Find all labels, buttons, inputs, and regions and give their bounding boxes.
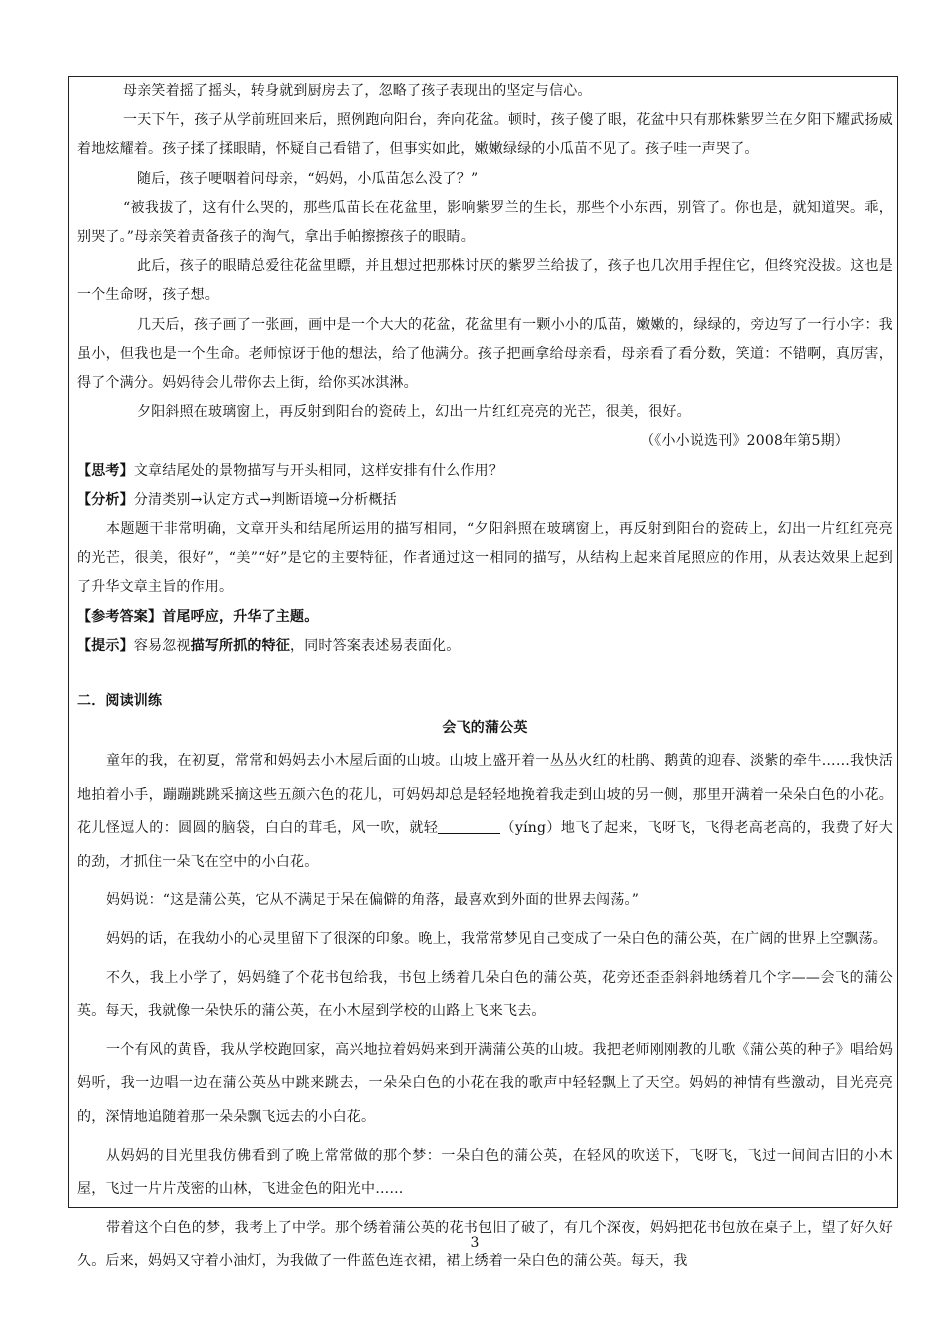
story-paragraph: 随后，孩子哽咽着问母亲，“妈妈，小瓜苗怎么没了？” [137,170,479,187]
article-paragraph: 从妈妈的目光里我仿佛看到了晚上常常做的那个梦：一朵白色的蒲公英，在轻风的吹送下，飞呀飞，飞过一间间古旧的小木屋，飞过一片片茂密的山林，飞进金色的阳光中…… [77,1147,893,1198]
analyze-label: 【分析】 [77,491,134,508]
tip-line [77,632,893,661]
article-paragraph: 不久，我上小学了，妈妈缝了个花书包给我，书包上绣着几朵白色的蒲公英，花旁还歪歪斜斜地绣着几个字——会飞的蒲公英。每天，我就像一朵快乐的蒲公英，在小木屋到学校的山路上飞来飞去。 [77,969,893,1020]
story-paragraph: 一天下午，孩子从学前班回来后，照例跑向阳台，奔向花盆。顿时，孩子傻了眼，花盆中只有那株紫罗兰在夕阳下耀武扬威着地炫耀着。孩子揉了揉眼睛，怀疑自己看错了，但事实如此，嫩嫩绿绿的小瓜苗不见了。孩子哇一声哭了。 [77,112,893,158]
p1-before-blank: 童年的我，在初夏，常常和妈妈去小木屋后面的山坡。山坡上盛开着一丛丛火红的杜鹃、鹅黄的迎春、淡紫的牵牛……我快活地拍着小手，蹦蹦跳跳采摘这些五颜六色的花儿，可妈妈却总是轻轻地挽着我走到山坡的另一侧，那里开满着一朵朵白色的小花。花儿怪逗人的：圆圆的脑袋，白白的茸毛，风一吹，就轻 [77,753,893,837]
story-paragraph: 夕阳斜照在玻璃窗上，再反射到阳台的瓷砖上，幻出一片红红亮亮的光芒，很美，很好。 [137,404,691,421]
spacer [77,661,893,685]
p1-after-blank: （yíng）地飞了起来，飞呀飞，飞得老高老高的，我费了好大的劲，才抓住一朵飞在空中的小白花。 [77,820,894,870]
tip-post: ，同时答案表述易表面化。 [290,637,461,654]
analyze-text: 分清类别→认定方式→判断语境→分析概括 [133,491,397,508]
section-heading: 二．阅读训练 [77,693,163,710]
tip-pre: 容易忽视 [133,637,191,654]
answer-text: 首尾呼应，升华了主题。 [162,608,319,625]
analyze-line [77,486,893,515]
page-number: 3 [470,1235,480,1251]
article-paragraph: 妈妈说：“这是蒲公英，它从不满足于呆在偏僻的角落，最喜欢到外面的世界去闯荡。” [106,892,640,909]
page-content [77,77,893,1284]
article-title: 会飞的蒲公英 [442,720,528,737]
story-source: （《小小说选刊》2008年第5期） [640,433,849,450]
story-paragraph: “被我拔了，这有什么哭的，那些瓜苗长在花盆里，影响紫罗兰的生长，那些个小东西，别管了。你也是，就知道哭。乖，别哭了。”母亲笑着责备孩子的淘气，拿出手帕擦擦孩子的眼睛。 [77,199,893,246]
story-paragraph: 几天后，孩子画了一张画，画中是一个大大的花盆，花盆里有一颗小小的瓜苗，嫩嫩的，绿绿的，旁边写了一行小字：我虽小，但我也是一个生命。老师惊讶于他的想法，给了他满分。孩子把画拿给母亲看，母亲看了看分数，笑道：不错啊，真厉害，得了个满分。妈妈待会儿带你去上街，给你买冰淇淋。 [77,316,893,392]
think-line [77,457,893,486]
story-end [77,77,893,661]
answer-blank[interactable] [438,819,500,834]
think-label: 【思考】 [77,462,134,479]
think-text: 文章结尾处的景物描写与开头相同，这样安排有什么作用？ [133,462,504,479]
story-paragraph: 母亲笑着摇了摇头，转身就到厨房去了，忽略了孩子表现出的坚定与信心。 [123,83,592,99]
tip-label: 【提示】 [77,637,134,654]
article-paragraph: 妈妈的话，在我幼小的心灵里留下了很深的印象。晚上，我常常梦见自己变成了一朵白色的蒲公英，在广阔的世界上空飘荡。 [106,931,887,948]
story-paragraph: 此后，孩子的眼睛总爱往花盆里瞟，并且想过把那株讨厌的紫罗兰给拔了，孩子也几次用手捏住它，但终究没拔。这也是一个生命呀，孩子想。 [77,258,893,304]
answer-label: 【参考答案】 [77,608,163,625]
article-paragraph: 一个有风的黄昏，我从学校跑回家，高兴地拉着妈妈来到开满蒲公英的山坡。我把老师刚刚教的儿歌《蒲公英的种子》唱给妈妈听，我一边唱一边在蒲公英丛中跳来跳去，一朵朵白色的小花在我的歌声中轻轻飘上了天空。妈妈的神情有些激动，目光亮亮的，深情地追随着那一朵朵飘飞远去的小白花。 [77,1041,893,1125]
answer-line [77,603,893,632]
article-paragraph: 带着这个白色的梦，我考上了中学。那个绣着蒲公英的花书包旧了破了，有几个深夜，妈妈把花书包放在桌子上，望了好久好久。后来，妈妈又守着小油灯，为我做了一件蓝色连衣裙，裙上绣着一朵白色的蒲公英。每天，我 [77,1219,893,1270]
article-paragraph [77,745,893,879]
reading-article [77,745,893,1279]
content-frame [68,76,898,1270]
tip-bold: 描写所抓的特征 [190,637,291,654]
analysis-body: 本题题干非常明确，文章开头和结尾所运用的描写相同，“夕阳斜照在玻璃窗上，再反射到阳台的瓷砖上，幻出一片红红亮亮的光芒，很美，很好”，“美”“好”是它的主要特征，作者通过这一相同的描写，从结构上起来首尾照应的作用，从表达效果上起到了升华文章主旨的作用。 [77,521,893,596]
